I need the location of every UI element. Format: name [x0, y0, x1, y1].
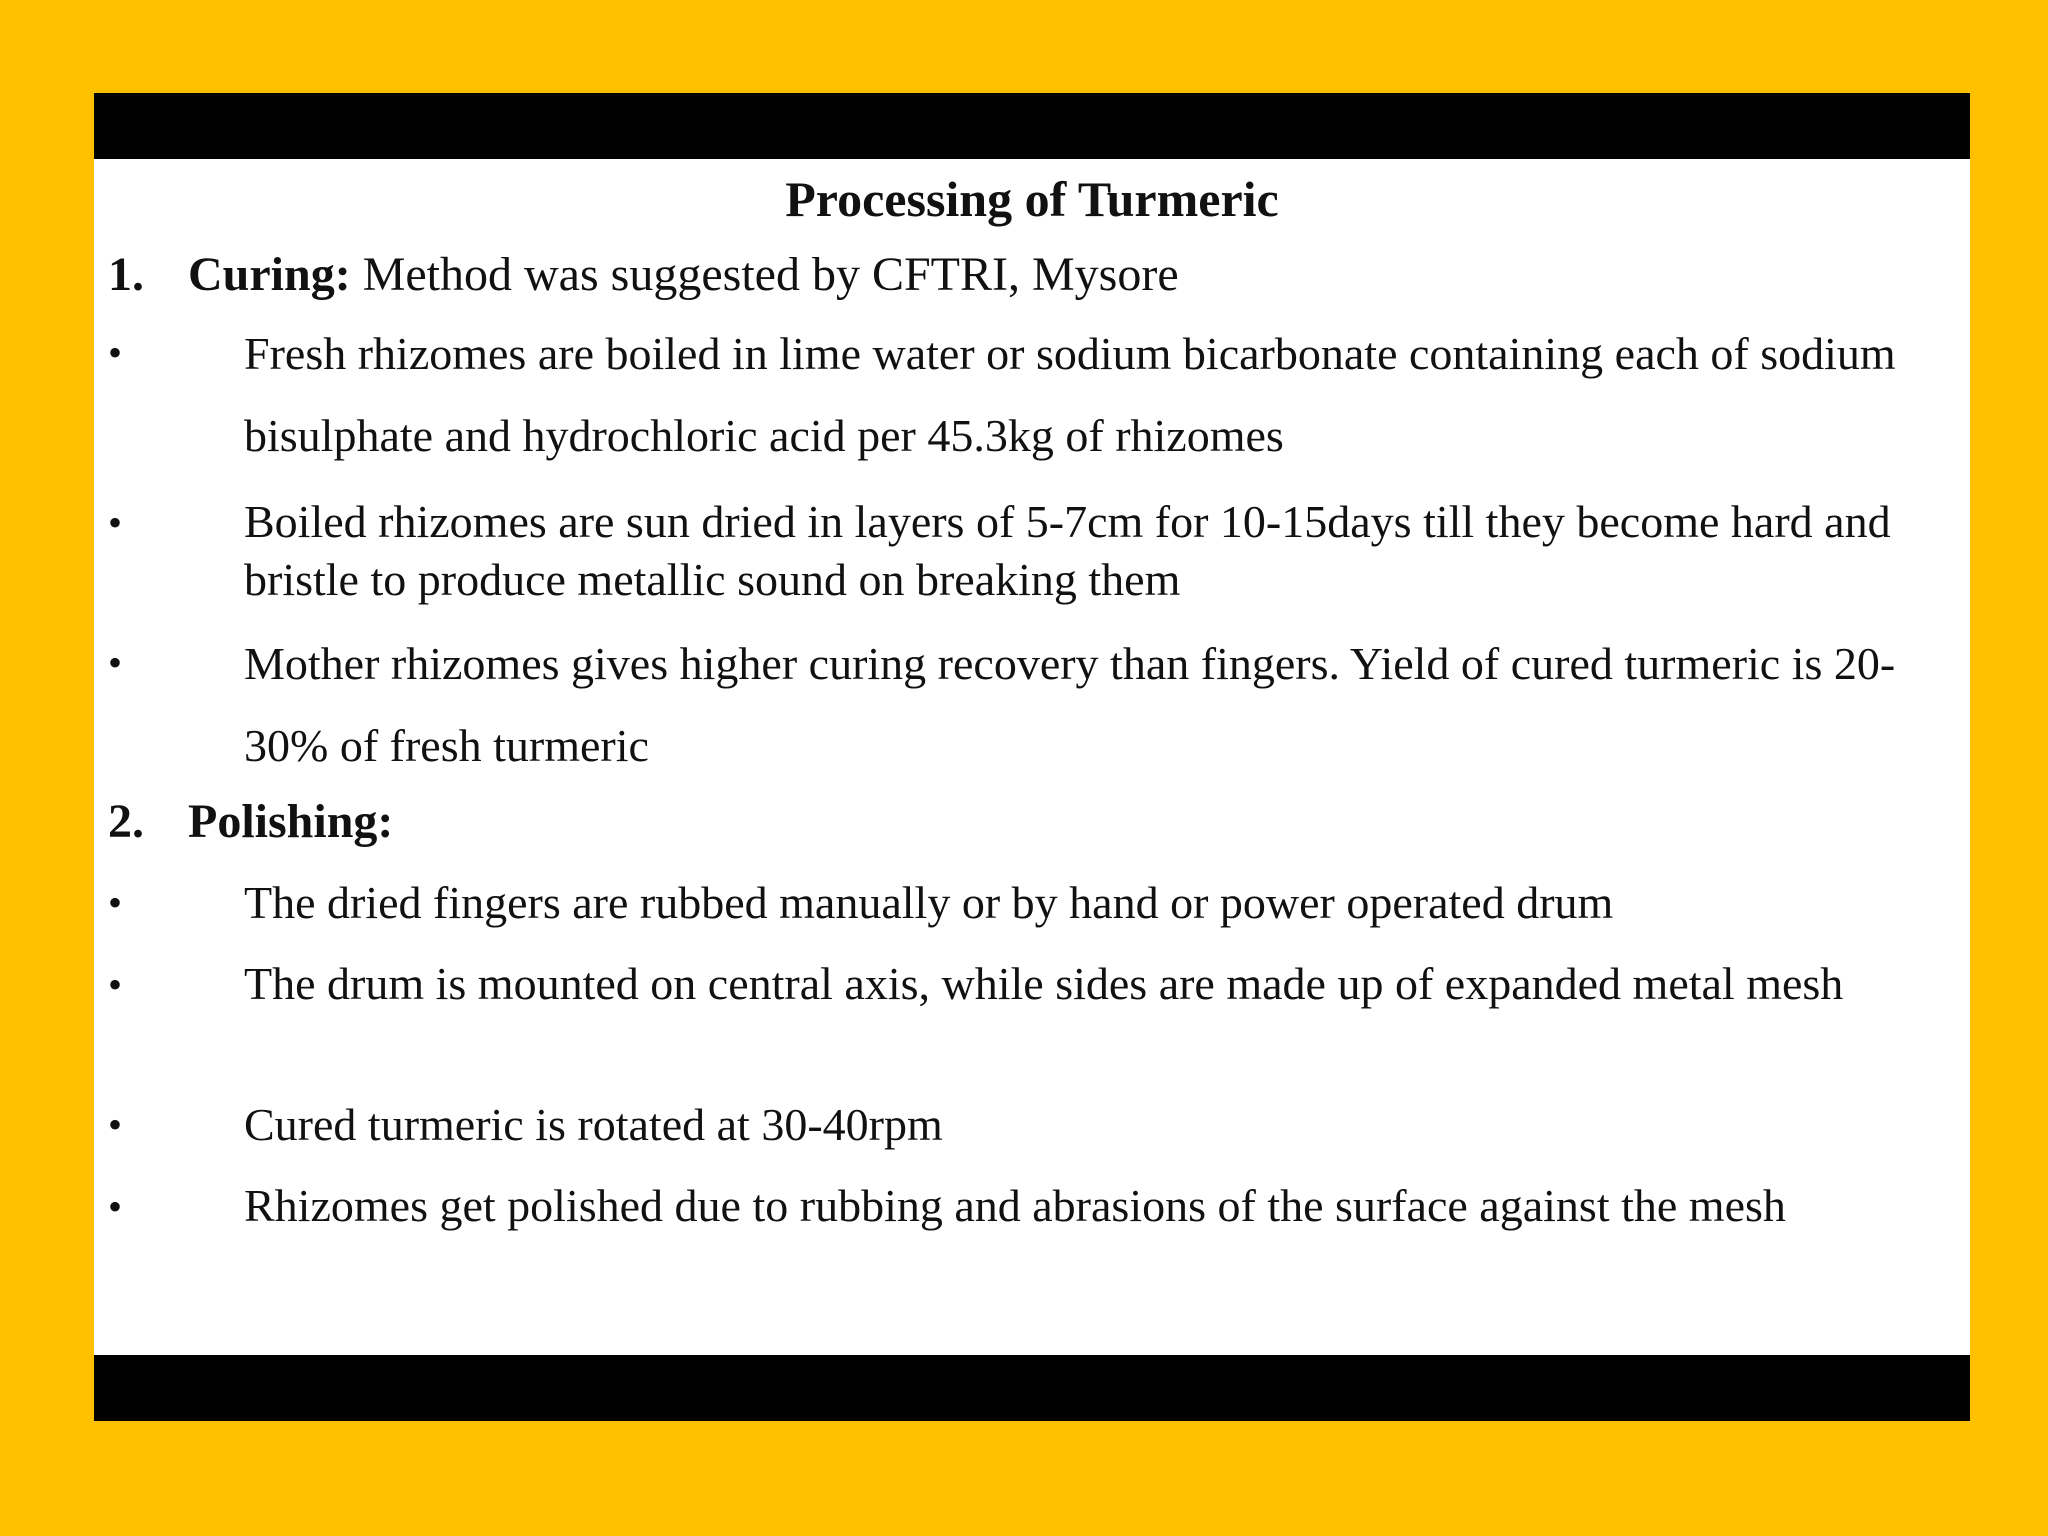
list-item: [108, 633, 1958, 783]
list-item: [108, 1095, 1958, 1155]
top-bar: [94, 93, 1970, 159]
bullet-icon: •: [108, 1184, 123, 1229]
slide-title: Processing of Turmeric: [785, 171, 1279, 227]
bullet-icon: •: [108, 640, 123, 685]
bullet-icon: •: [108, 330, 123, 375]
bullet-text: Fresh rhizomes are boiled in lime water or sodium bicarbonate containing each of sodium bisulphate and hydrochloric acid per 45.3kg of rhizomes: [244, 328, 1896, 461]
bullet-icon: •: [108, 880, 123, 925]
section-label: Polishing:: [188, 795, 394, 848]
list-item: [108, 323, 1958, 463]
section-label: Curing:: [188, 248, 351, 301]
section-heading-curing: [108, 243, 1179, 307]
section-heading-polishing: [108, 790, 393, 854]
bullet-text: Boiled rhizomes are sun dried in layers of 5-7cm for 10-15days till they become hard and bristle to produce metallic sound on breaking them: [244, 496, 1891, 605]
bullet-icon: •: [108, 962, 123, 1007]
list-item: [108, 1177, 1958, 1297]
bullet-text: Cured turmeric is rotated at 30-40rpm: [244, 1099, 943, 1150]
bullet-icon: •: [108, 500, 123, 545]
bullet-text: Rhizomes get polished due to rubbing and abrasions of the surface against the mesh: [244, 1180, 1786, 1231]
list-item: [108, 873, 1958, 933]
section-number: 1.: [108, 248, 144, 301]
section-description: Method was suggested by CFTRI, Mysore: [350, 248, 1179, 301]
bottom-bar: [94, 1355, 1970, 1421]
bullet-text: The dried fingers are rubbed manually or by hand or power operated drum: [244, 877, 1614, 928]
list-item: [108, 493, 1958, 603]
bullet-text: The drum is mounted on central axis, while sides are made up of expanded metal mesh: [244, 958, 1844, 1009]
list-item: [108, 955, 1958, 1075]
bullet-icon: •: [108, 1102, 123, 1147]
bullet-text: Mother rhizomes gives higher curing recovery than fingers. Yield of cured turmeric is 20-30% of fresh turmeric: [244, 638, 1896, 771]
section-number: 2.: [108, 795, 144, 848]
slide: [94, 93, 1970, 1421]
